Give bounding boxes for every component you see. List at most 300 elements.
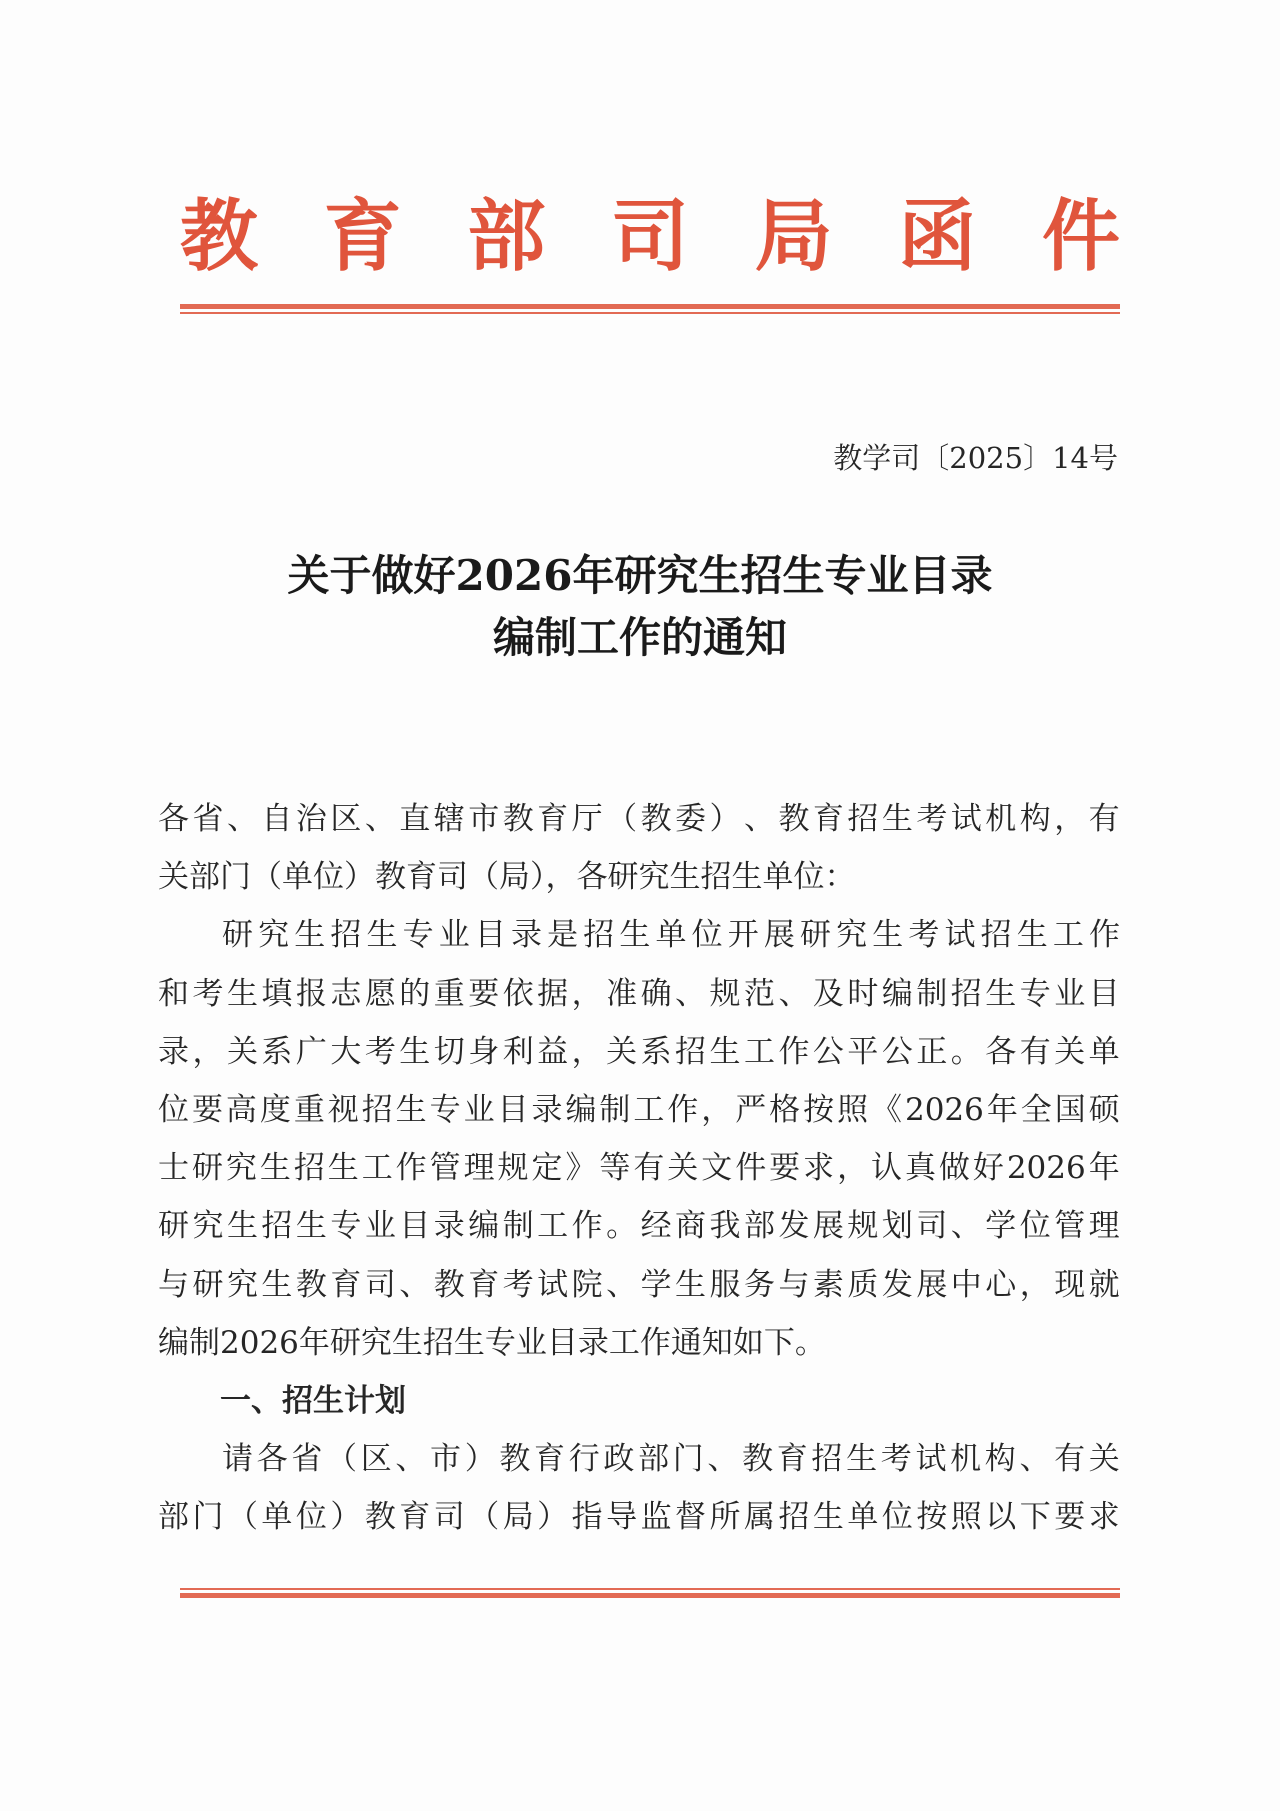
body-char: 部 (743, 1208, 775, 1245)
body-char: 定 (531, 1150, 563, 1187)
body-char: 考 (916, 801, 948, 837)
body-char: 国 (1054, 1091, 1086, 1128)
body-char: 、 (399, 1266, 431, 1303)
body-char: 与 (778, 1266, 810, 1303)
body-char: 单 (261, 1499, 293, 1536)
body-char: 、 (707, 1441, 739, 1478)
body-char: 以 (985, 1499, 1017, 1536)
body-char: 。 (950, 1033, 982, 1070)
body-char: 关 (1088, 1441, 1120, 1478)
body-char: 志 (330, 975, 362, 1012)
body-char: 制 (502, 1208, 534, 1245)
body-char: 管 (429, 1150, 461, 1187)
divider-thin-line (180, 312, 1120, 314)
body-char: 填 (261, 975, 293, 1012)
body-char: 制 (916, 975, 948, 1012)
body-char: 系 (640, 1033, 672, 1070)
body-char: 利 (502, 1033, 534, 1070)
body-char: 是 (547, 917, 579, 954)
body-char: ） (464, 1441, 496, 1478)
letterhead-char: 部 (467, 191, 546, 282)
body-char: 要 (191, 1091, 223, 1128)
body-char: 招 (361, 1091, 393, 1128)
body-char: 》 (565, 1150, 597, 1187)
body-char: 与 (158, 1266, 189, 1303)
body-char: 质 (847, 1266, 879, 1303)
body-char: 。 (606, 1208, 638, 1245)
body-char: 生 (261, 1266, 293, 1303)
body-line-text: 关部门（单位）教育司（局），各研究生招生单位： (158, 859, 856, 896)
body-char: 生 (259, 1150, 291, 1187)
document-title-line-2: 编制工作的通知 (492, 613, 787, 662)
body-char: 招 (330, 917, 362, 954)
body-char: 、 (778, 975, 810, 1012)
body-char: 和 (158, 975, 189, 1012)
body-char: 、 (1019, 1441, 1051, 1478)
body-char: 门 (192, 1499, 224, 1536)
body-char: 展 (812, 1208, 844, 1245)
body-char: 各 (256, 1441, 288, 1478)
body-char: ） (330, 1499, 362, 1536)
body-char: 育 (534, 1441, 566, 1478)
body-char: 所 (709, 1499, 741, 1536)
body-char: 专 (429, 1091, 461, 1128)
document-title-line-1: 关于做好2026年研究生招生专业目录 (287, 551, 993, 600)
body-char: 素 (812, 1266, 844, 1303)
body-char: 育 (812, 801, 844, 837)
body-char: 录 (433, 1208, 465, 1245)
body-char: （ (326, 1441, 358, 1478)
body-char: 育 (330, 1266, 362, 1303)
letterhead-char: 函 (898, 191, 977, 282)
body-char: 我 (709, 1208, 741, 1245)
body-char: 目 (1088, 975, 1120, 1012)
body-char: 要 (468, 975, 500, 1012)
body-char: ， (571, 975, 603, 1012)
body-char: 业 (463, 1091, 495, 1128)
body-char: 切 (433, 1033, 465, 1070)
body-char: 重 (433, 975, 465, 1012)
body-char: 治 (295, 801, 327, 837)
body-char: 生 (675, 1266, 707, 1303)
body-char: 编 (565, 1091, 597, 1128)
body-char: 试 (537, 1266, 569, 1303)
body-char: 考 (502, 1266, 534, 1303)
body-char: 编 (881, 975, 913, 1012)
body-char: 行 (568, 1441, 600, 1478)
body-char: 单 (1088, 1033, 1120, 1070)
body-char: 发 (778, 1208, 810, 1245)
body-char: （ (468, 1499, 500, 1536)
body-char: 生 (985, 975, 1017, 1012)
body-char: 作 (778, 1033, 810, 1070)
body-char: ， (1054, 801, 1086, 837)
body-char: 专 (402, 917, 434, 954)
body-char: 究 (226, 1266, 258, 1303)
divider-thick-line (180, 1593, 1120, 1598)
body-char: 生 (294, 917, 326, 954)
body-char: 系 (261, 1033, 293, 1070)
body-char: 好 (972, 1150, 1004, 1187)
body-char: 等 (599, 1150, 631, 1187)
body-char: 市 (430, 1441, 462, 1478)
body-char: 展 (763, 917, 795, 954)
body-char: 区 (330, 801, 362, 837)
body-char: 照 (950, 1499, 982, 1536)
body-char: 目 (474, 917, 506, 954)
body-char: 局 (502, 1499, 534, 1536)
body-char: 、 (364, 801, 396, 837)
body-line (158, 1256, 1120, 1314)
letterhead-char: 育 (323, 191, 402, 282)
body-char: 属 (743, 1499, 775, 1536)
body-char: 位 (158, 1091, 189, 1128)
body-char: 生 (872, 917, 904, 954)
body-char: 招 (293, 1150, 325, 1187)
body-char: 试 (915, 1441, 947, 1478)
body-char: 作 (395, 1150, 427, 1187)
body-char: 现 (1054, 1266, 1086, 1303)
body-char: 划 (881, 1208, 913, 1245)
body-char: 正 (916, 1033, 948, 1070)
body-char: 规 (709, 975, 741, 1012)
body-char: 作 (667, 1091, 699, 1128)
body-char: 工 (361, 1150, 393, 1187)
body-char: 招 (950, 975, 982, 1012)
body-line-text: 编制2026年研究生招生专业目录工作通知如下。 (158, 1324, 826, 1361)
body-char: （ (606, 801, 638, 837)
body-char: 育 (537, 801, 569, 837)
body-char: 有 (1088, 801, 1120, 837)
body-char: 有 (1054, 1441, 1086, 1478)
body-char: 规 (497, 1150, 529, 1187)
body-char: 教 (640, 801, 672, 837)
body-char: 省 (291, 1441, 323, 1478)
body-char: 录 (531, 1091, 563, 1128)
footer-divider (180, 1588, 1120, 1598)
body-char: 务 (743, 1266, 775, 1303)
body-char: 、 (950, 1208, 982, 1245)
body-char: 2026 (1006, 1150, 1086, 1187)
body-char: 做 (938, 1150, 970, 1187)
body-char: 愿 (364, 975, 396, 1012)
body-line (158, 1197, 1120, 1255)
body-char: 时 (847, 975, 879, 1012)
body-char: 规 (847, 1208, 879, 1245)
body-char: 各 (985, 1033, 1017, 1070)
body-char: 依 (502, 975, 534, 1012)
body-char: 专 (1019, 975, 1051, 1012)
body-char: 位 (691, 917, 723, 954)
body-char: 广 (295, 1033, 327, 1070)
body-char: 生 (709, 1033, 741, 1070)
body-char: 工 (633, 1091, 665, 1128)
body-char: ， (1019, 1266, 1051, 1303)
body-char: 中 (950, 1266, 982, 1303)
body-char: 、 (395, 1441, 427, 1478)
body-char: 机 (985, 801, 1017, 837)
body-char: 教 (499, 1441, 531, 1478)
body-char: 关 (226, 1033, 258, 1070)
document-title (160, 545, 1120, 669)
body-char: 研 (222, 917, 253, 954)
body-char: 部 (158, 1499, 189, 1536)
body-char: 及 (812, 975, 844, 1012)
body-char: 生 (619, 917, 651, 954)
body-char: 各 (158, 801, 189, 837)
body-char: 、 (226, 801, 258, 837)
body-char: 司 (916, 1208, 948, 1245)
body-char: 政 (603, 1441, 635, 1478)
body-char: 2026 (904, 1091, 984, 1128)
body-char: 展 (916, 1266, 948, 1303)
body-char: 下 (1019, 1499, 1051, 1536)
body-char: 招 (847, 801, 879, 837)
body-char: 研 (158, 1208, 189, 1245)
body-char: 年 (986, 1091, 1018, 1128)
body-char: 教 (295, 1266, 327, 1303)
section-heading (158, 1372, 1120, 1430)
document-number: 教学司〔2025〕14号 (833, 441, 1118, 475)
letterhead-char: 局 (754, 191, 833, 282)
body-char: 生 (399, 1033, 431, 1070)
body-char: ， (701, 1091, 733, 1128)
body-char: 理 (463, 1150, 495, 1187)
body-char: 理 (1088, 1208, 1120, 1245)
body-char: 育 (468, 1266, 500, 1303)
body-char: 生 (846, 1441, 878, 1478)
letterhead-char: 件 (1041, 191, 1120, 282)
body-char: 位 (1019, 1208, 1051, 1245)
body-line-text: 一、招生计划 (220, 1382, 406, 1419)
body-char: 文 (701, 1150, 733, 1187)
body-char: 硕 (1088, 1091, 1120, 1128)
body-char: 学 (985, 1208, 1017, 1245)
body-char: 目 (497, 1091, 529, 1128)
body-char: 研 (191, 1150, 223, 1187)
body-char: ） (709, 801, 741, 837)
body-char: 究 (258, 917, 290, 954)
body-char: 生 (1016, 917, 1048, 954)
body-char: 招 (811, 1441, 843, 1478)
body-char: 构 (984, 1441, 1016, 1478)
body-char: 按 (803, 1091, 835, 1128)
body-char: 、 (606, 1266, 638, 1303)
body-char: 机 (950, 1441, 982, 1478)
body-char: 业 (438, 917, 470, 954)
body-char: 有 (1019, 1033, 1051, 1070)
body-line (158, 1314, 1120, 1372)
body-char: 重 (293, 1091, 325, 1128)
body-char: 真 (904, 1150, 936, 1187)
body-char: 工 (537, 1208, 569, 1245)
body-char: 全 (1020, 1091, 1052, 1128)
body-char: 、 (743, 801, 775, 837)
body-line (158, 848, 1120, 906)
body-char: 工 (743, 1033, 775, 1070)
body-char: 辖 (433, 801, 465, 837)
body-char: 部 (638, 1441, 670, 1478)
body-char: 要 (769, 1150, 801, 1187)
body-char: 司 (364, 1266, 396, 1303)
body-char: 教 (742, 1441, 774, 1478)
body-char: 试 (944, 917, 976, 954)
body-char: 单 (847, 1499, 879, 1536)
body-char: 生 (226, 975, 258, 1012)
body-char: 生 (226, 1208, 258, 1245)
body-char: 生 (366, 917, 398, 954)
body-char: 招 (778, 1499, 810, 1536)
body-char: 开 (727, 917, 759, 954)
body-char: 、 (675, 975, 707, 1012)
letterhead-divider (180, 304, 1120, 314)
body-char: 年 (1088, 1150, 1120, 1187)
body-char: 考 (192, 975, 224, 1012)
body-char: 考 (908, 917, 940, 954)
body-char: 关 (667, 1150, 699, 1187)
body-char: 平 (847, 1033, 879, 1070)
body-char: 求 (803, 1150, 835, 1187)
body-char: 学 (640, 1266, 672, 1303)
body-char: 究 (836, 917, 868, 954)
body-char: 经 (640, 1208, 672, 1245)
body-char: 研 (192, 1266, 224, 1303)
body-char: 省 (192, 801, 224, 837)
divider-thin-line (180, 1588, 1120, 1590)
letterhead-char: 教 (180, 191, 259, 282)
body-char: 区 (360, 1441, 392, 1478)
body-char: 严 (735, 1091, 767, 1128)
body-line (158, 1488, 1120, 1546)
body-char: 究 (192, 1208, 224, 1245)
body-char: 作 (1089, 917, 1120, 954)
body-char: 督 (675, 1499, 707, 1536)
body-line (158, 1430, 1120, 1488)
body-line (158, 1023, 1120, 1081)
body-char: 作 (571, 1208, 603, 1245)
body-char: 据 (537, 975, 569, 1012)
body-char: 院 (571, 1266, 603, 1303)
body-char: 招 (583, 917, 615, 954)
body-char: 教 (502, 801, 534, 837)
body-line (158, 1081, 1120, 1139)
body-char: 教 (778, 801, 810, 837)
body-char: 究 (225, 1150, 257, 1187)
body-line (158, 965, 1120, 1023)
body-char: ， (571, 1033, 603, 1070)
body-char: ， (837, 1150, 869, 1187)
body-char: 编 (468, 1208, 500, 1245)
body-char: 专 (330, 1208, 362, 1245)
body-char: ） (537, 1499, 569, 1536)
body-char: 心 (985, 1266, 1017, 1303)
body-char: 位 (295, 1499, 327, 1536)
body-char: 报 (295, 975, 327, 1012)
body-char: 求 (1088, 1499, 1120, 1536)
body-char: 大 (330, 1033, 362, 1070)
body-char: 制 (599, 1091, 631, 1128)
body-char: ， (192, 1033, 224, 1070)
body-char: 研 (800, 917, 831, 954)
body-char: 考 (364, 1033, 396, 1070)
body-char: 生 (395, 1091, 427, 1128)
body-line (158, 906, 1120, 964)
body-char: 公 (881, 1033, 913, 1070)
body-char: 度 (259, 1091, 291, 1128)
body-char: 件 (735, 1150, 767, 1187)
body-char: 准 (606, 975, 638, 1012)
body-char: 《 (871, 1091, 903, 1128)
body-char: 单 (655, 917, 687, 954)
body-char: 公 (812, 1033, 844, 1070)
divider-thick-line (180, 304, 1120, 309)
body-char: 按 (916, 1499, 948, 1536)
body-char: 直 (399, 801, 431, 837)
body-char: 服 (709, 1266, 741, 1303)
body-char: 育 (776, 1441, 808, 1478)
body-char: 录 (511, 917, 542, 954)
body-char: 委 (675, 801, 707, 837)
body-char: 业 (364, 1208, 396, 1245)
letterhead-char: 司 (610, 191, 689, 282)
letterhead-title (180, 192, 1120, 282)
body-char: （ (226, 1499, 258, 1536)
body-char: 自 (261, 801, 293, 837)
body-char: 构 (1019, 801, 1051, 837)
body-char: 发 (881, 1266, 913, 1303)
body-char: 录 (158, 1033, 189, 1070)
body-char: 士 (158, 1150, 189, 1187)
body-line (158, 1139, 1120, 1197)
body-char: 关 (1054, 1033, 1086, 1070)
body-char: 要 (1054, 1499, 1086, 1536)
body-char: 监 (640, 1499, 672, 1536)
body-char: 管 (1054, 1208, 1086, 1245)
body-char: 视 (327, 1091, 359, 1128)
body-char: 业 (1054, 975, 1086, 1012)
body-line (158, 790, 1120, 848)
body-char: 生 (327, 1150, 359, 1187)
body-char: 招 (675, 1033, 707, 1070)
body-char: 招 (261, 1208, 293, 1245)
body-char: 生 (295, 1208, 327, 1245)
body-char: 有 (633, 1150, 665, 1187)
body-char: 生 (881, 801, 913, 837)
body-char: 就 (1088, 1266, 1120, 1303)
body-char: 工 (1052, 917, 1084, 954)
body-char: 认 (871, 1150, 903, 1187)
body-char: 司 (433, 1499, 465, 1536)
body-char: 考 (880, 1441, 912, 1478)
body-char: 关 (606, 1033, 638, 1070)
body-char: 范 (743, 975, 775, 1012)
body-char: 试 (950, 801, 982, 837)
body-char: 厅 (571, 801, 603, 837)
body-char: 生 (812, 1499, 844, 1536)
body-char: 目 (399, 1208, 431, 1245)
body-char: 高 (225, 1091, 257, 1128)
body-char: 教 (364, 1499, 396, 1536)
body-char: 请 (222, 1441, 253, 1478)
body-char: 导 (606, 1499, 638, 1536)
body-char: 指 (571, 1499, 603, 1536)
body-char: 教 (433, 1266, 465, 1303)
body-char: 照 (837, 1091, 869, 1128)
body-char: 确 (640, 975, 672, 1012)
body-char: 市 (468, 801, 500, 837)
body-char: 育 (399, 1499, 431, 1536)
body-char: 的 (399, 975, 431, 1012)
